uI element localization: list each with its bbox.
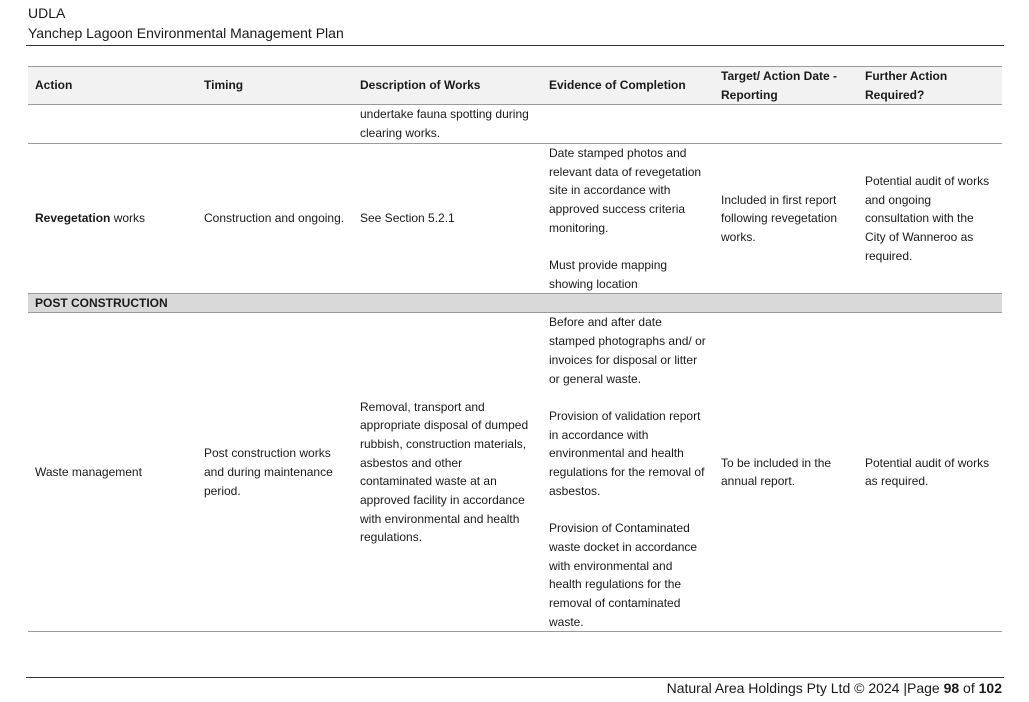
table-row-revegetation xyxy=(28,143,1002,294)
evidence-paragraph: Date stamped photos and relevant data of revegetation site in accordance with approved success criteria monitoring. xyxy=(549,145,702,235)
page-header xyxy=(28,3,344,43)
table-row-waste-management xyxy=(28,313,1002,632)
cell-further-action: Potential audit of works as required. xyxy=(865,455,990,489)
header-divider xyxy=(26,45,1004,46)
header-title: Yanchep Lagoon Environmental Management Plan xyxy=(28,25,344,41)
header-org: UDLA xyxy=(28,5,66,21)
column-header-further-action: Further Action Required? xyxy=(858,67,1002,105)
cell-action xyxy=(28,143,197,294)
cell-timing: Construction and ongoing. xyxy=(204,211,345,226)
page-number: 98 xyxy=(943,680,960,696)
table-header-row xyxy=(28,67,1002,105)
environmental-action-table xyxy=(28,66,1002,632)
evidence-paragraph: Before and after date stamped photographs and/ or invoices for disposal or litter or general waste. xyxy=(549,315,706,386)
column-header-timing: Timing xyxy=(197,67,353,105)
cell-evidence xyxy=(542,143,714,294)
column-header-target: Target/ Action Date - Reporting xyxy=(714,67,858,105)
evidence-paragraph: Provision of Contaminated waste docket in accordance with environmental and health regulations for the removal of contaminated waste. xyxy=(549,521,698,629)
evidence-paragraph: Must provide mapping showing location xyxy=(549,258,668,291)
footer-of: of xyxy=(959,680,979,696)
cell-timing: Post construction works and during maintenance period. xyxy=(204,446,333,498)
column-header-description: Description of Works xyxy=(353,67,542,105)
cell-further-action: Potential audit of works and ongoing consultation with the City of Wanneroo as required. xyxy=(865,173,990,263)
evidence-paragraph: Provision of validation report in accordance with environmental and health regulations for the removal of asbestos. xyxy=(549,408,705,498)
section-header-row xyxy=(28,294,1002,313)
page-footer xyxy=(667,679,1002,697)
cell-target: To be included in the annual report. xyxy=(721,455,832,489)
section-title: POST CONSTRUCTION xyxy=(35,296,168,311)
page-total: 102 xyxy=(978,680,1002,696)
action-suffix: works xyxy=(110,211,146,226)
cell-evidence xyxy=(542,313,714,632)
action-keyword: Revegetation xyxy=(35,211,111,226)
column-header-evidence: Evidence of Completion xyxy=(542,67,714,105)
column-header-action: Action xyxy=(28,67,197,105)
cell-description: undertake fauna spotting during clearing works. xyxy=(360,107,529,141)
table-row-continued xyxy=(28,105,1002,143)
cell-target: Included in first report following revegetation works. xyxy=(721,192,838,244)
cell-action: Waste management xyxy=(35,465,142,480)
cell-description: Removal, transport and appropriate disposal of dumped rubbish, construction materials, asbestos and other contaminated waste at an approved facility in accordance with environmental and health regulations. xyxy=(360,399,529,545)
footer-company: Natural Area Holdings Pty Ltd © 2024 |Page xyxy=(666,680,944,696)
footer-divider xyxy=(26,677,1004,678)
cell-description: See Section 5.2.1 xyxy=(360,211,455,226)
